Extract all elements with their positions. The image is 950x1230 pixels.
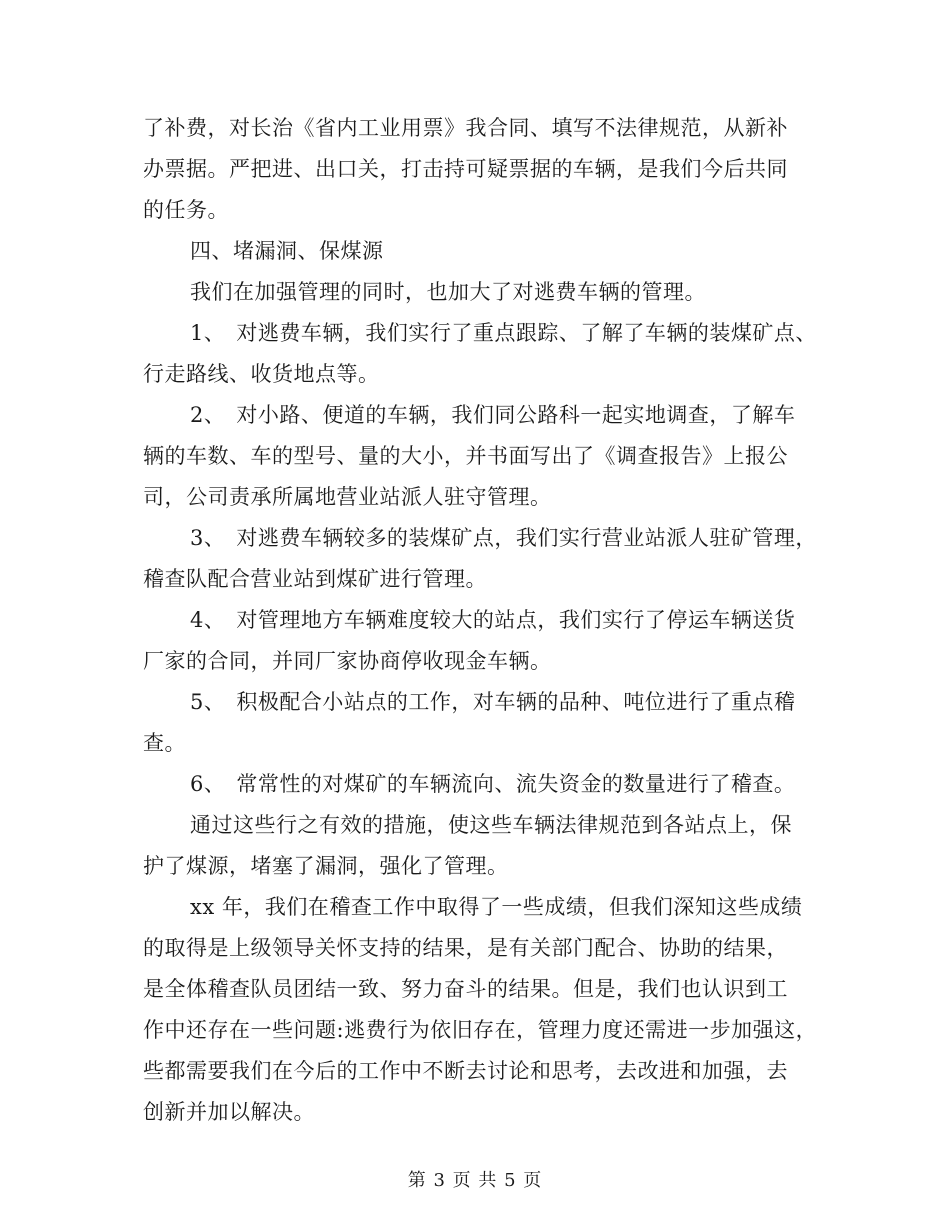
text-line: 的取得是上级领导关怀支持的结果，是有关部门配合、协助的结果， <box>143 936 788 960</box>
text-line: 厂家的合同，并同厂家协商停收现金车辆。 <box>143 649 552 673</box>
text-line: 作中还存在一些问题:逃费行为依旧存在，管理力度还需进一步加强这， <box>143 1018 818 1042</box>
text-line: 稽查队配合营业站到煤矿进行管理。 <box>143 567 487 591</box>
list-item-1: 1、 对逃费车辆，我们实行了重点跟踪、了解了车辆的装煤矿点、 <box>190 321 817 345</box>
text-line: 办票据。严把进、出口关，打击持可疑票据的车辆，是我们今后共同 <box>143 157 788 181</box>
list-item-5: 5、 积极配合小站点的工作，对车辆的品种、吨位进行了重点稽 <box>190 690 796 714</box>
document-body <box>143 111 823 1130</box>
text-line: 辆的车数、车的型号、量的大小，并书面写出了《调查报告》上报公 <box>143 444 788 468</box>
text-line: 些都需要我们在今后的工作中不断去讨论和思考，去改进和加强，去 <box>143 1059 788 1083</box>
text-line: 护了煤源，堵塞了漏洞，强化了管理。 <box>143 854 509 878</box>
paragraph-start: xx 年，我们在稽查工作中取得了一些成绩，但我们深知这些成绩 <box>190 895 803 919</box>
text-line: 司，公司责承所属地营业站派人驻守管理。 <box>143 485 552 509</box>
text-line: 的任务。 <box>143 198 229 222</box>
list-item-4: 4、 对管理地方车辆难度较大的站点，我们实行了停运车辆送货 <box>190 608 796 632</box>
page-number-footer: 第 3 页 共 5 页 <box>407 1170 543 1191</box>
paragraph-start: 我们在加强管理的同时，也加大了对逃费车辆的管理。 <box>190 280 706 304</box>
paragraph-start: 通过这些行之有效的措施，使这些车辆法律规范到各站点上，保 <box>190 813 792 837</box>
text-line: 查。 <box>143 731 186 755</box>
text-line: 行走路线、收货地点等。 <box>143 362 380 386</box>
list-item-3: 3、 对逃费车辆较多的装煤矿点，我们实行营业站派人驻矿管理， <box>190 526 817 550</box>
text-line: 是全体稽查队员团结一致、努力奋斗的结果。但是，我们也认识到工 <box>143 977 788 1001</box>
section-heading: 四、堵漏洞、保煤源 <box>190 239 384 263</box>
text-line: 创新并加以解决。 <box>143 1100 315 1124</box>
list-item-6: 6、 常常性的对煤矿的车辆流向、流失资金的数量进行了稽查。 <box>190 772 796 796</box>
text-line: 了补费，对长治《省内工业用票》我合同、填写不法律规范，从新补 <box>143 116 788 140</box>
list-item-2: 2、 对小路、便道的车辆，我们同公路科一起实地调查，了解车 <box>190 403 796 427</box>
